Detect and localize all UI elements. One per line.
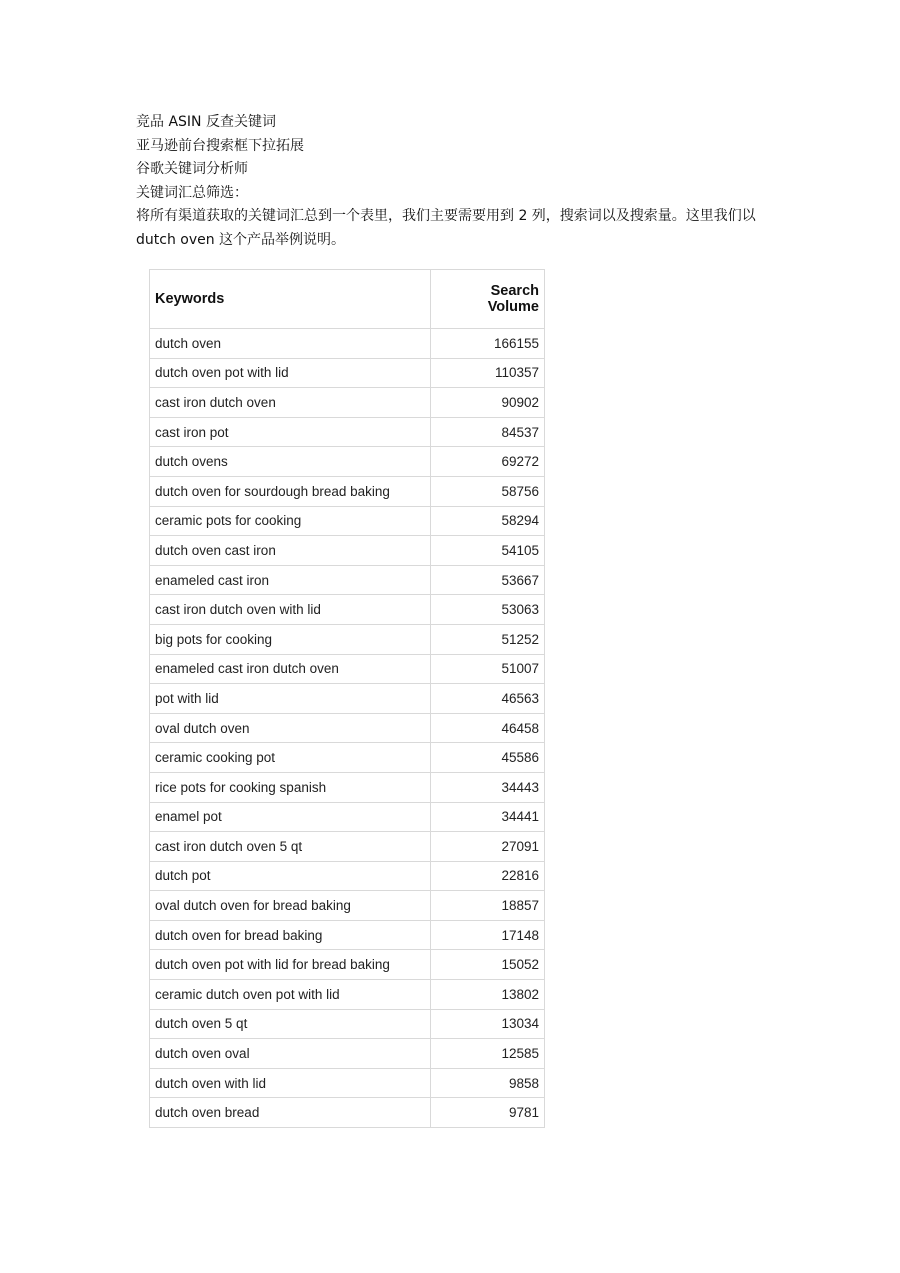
search-volume-cell: 34443 [431, 772, 545, 802]
search-volume-cell: 34441 [431, 802, 545, 832]
search-volume-cell: 58294 [431, 506, 545, 536]
search-volume-cell: 58756 [431, 476, 545, 506]
keyword-cell: rice pots for cooking spanish [150, 772, 431, 802]
table-row [150, 802, 545, 832]
table-row [150, 832, 545, 862]
keyword-cell: dutch oven with lid [150, 1068, 431, 1098]
keyword-cell: ceramic pots for cooking [150, 506, 431, 536]
line-amazon-search-dropdown: 亚马逊前台搜索框下拉拓展 [136, 137, 304, 154]
table-row [150, 713, 545, 743]
line-description-paragraph: 将所有渠道获取的关键词汇总到一个表里，我们主要需要用到 2 列，搜索词以及搜索量。这里我们以 dutch oven 这个产品举例说明。 [136, 208, 756, 248]
search-volume-cell: 18857 [431, 891, 545, 921]
search-volume-cell: 13802 [431, 980, 545, 1010]
table-row [150, 595, 545, 625]
keyword-cell: oval dutch oven [150, 713, 431, 743]
search-volume-cell: 17148 [431, 920, 545, 950]
search-volume-cell: 51252 [431, 624, 545, 654]
search-volume-cell: 90902 [431, 388, 545, 418]
search-volume-cell: 110357 [431, 358, 545, 388]
search-volume-cell: 13034 [431, 1009, 545, 1039]
table-row [150, 1009, 545, 1039]
keyword-cell: cast iron pot [150, 417, 431, 447]
keyword-cell: dutch oven [150, 329, 431, 359]
keyword-table-container [149, 269, 545, 1128]
table-row [150, 1068, 545, 1098]
keyword-cell: dutch oven 5 qt [150, 1009, 431, 1039]
keyword-table [149, 269, 545, 1128]
keyword-cell: dutch oven for sourdough bread baking [150, 476, 431, 506]
search-volume-cell: 27091 [431, 832, 545, 862]
search-volume-cell: 12585 [431, 1039, 545, 1069]
keyword-cell: dutch oven pot with lid for bread baking [150, 950, 431, 980]
search-volume-cell: 53063 [431, 595, 545, 625]
table-row [150, 743, 545, 773]
table-row [150, 1098, 545, 1128]
header-search-volume: Search Volume [431, 270, 545, 329]
keyword-cell: pot with lid [150, 684, 431, 714]
header-keywords: Keywords [150, 270, 431, 329]
line-google-keyword-planner: 谷歌关键词分析师 [136, 161, 248, 177]
table-row [150, 476, 545, 506]
line-competitor-asin: 竞品 ASIN 反查关键词 [136, 114, 276, 130]
keyword-cell: dutch oven pot with lid [150, 358, 431, 388]
line-keyword-summary-filter: 关键词汇总筛选： [136, 184, 248, 201]
table-header-row [150, 270, 545, 329]
keyword-cell: dutch ovens [150, 447, 431, 477]
table-row [150, 772, 545, 802]
table-row [150, 654, 545, 684]
table-row [150, 684, 545, 714]
table-row [150, 329, 545, 359]
keyword-cell: cast iron dutch oven with lid [150, 595, 431, 625]
keyword-cell: dutch oven oval [150, 1039, 431, 1069]
table-row [150, 861, 545, 891]
keyword-cell: cast iron dutch oven 5 qt [150, 832, 431, 862]
search-volume-cell: 46458 [431, 713, 545, 743]
keyword-cell: dutch oven bread [150, 1098, 431, 1128]
table-row [150, 980, 545, 1010]
search-volume-cell: 22816 [431, 861, 545, 891]
keyword-cell: dutch oven for bread baking [150, 920, 431, 950]
search-volume-cell: 69272 [431, 447, 545, 477]
search-volume-cell: 54105 [431, 536, 545, 566]
search-volume-cell: 9858 [431, 1068, 545, 1098]
table-row [150, 417, 545, 447]
table-row [150, 358, 545, 388]
keyword-cell: enamel pot [150, 802, 431, 832]
search-volume-cell: 45586 [431, 743, 545, 773]
table-row [150, 920, 545, 950]
table-row [150, 388, 545, 418]
search-volume-cell: 15052 [431, 950, 545, 980]
keyword-cell: cast iron dutch oven [150, 388, 431, 418]
search-volume-cell: 166155 [431, 329, 545, 359]
table-row [150, 447, 545, 477]
keyword-cell: big pots for cooking [150, 624, 431, 654]
keyword-cell: enameled cast iron dutch oven [150, 654, 431, 684]
keyword-cell: dutch oven cast iron [150, 536, 431, 566]
keyword-table-body [150, 329, 545, 1128]
table-row [150, 1039, 545, 1069]
document-text [136, 111, 776, 252]
search-volume-cell: 53667 [431, 565, 545, 595]
search-volume-cell: 84537 [431, 417, 545, 447]
search-volume-cell: 9781 [431, 1098, 545, 1128]
table-row [150, 565, 545, 595]
keyword-cell: ceramic cooking pot [150, 743, 431, 773]
table-row [150, 891, 545, 921]
table-row [150, 950, 545, 980]
keyword-cell: ceramic dutch oven pot with lid [150, 980, 431, 1010]
search-volume-cell: 51007 [431, 654, 545, 684]
keyword-cell: enameled cast iron [150, 565, 431, 595]
keyword-cell: oval dutch oven for bread baking [150, 891, 431, 921]
table-row [150, 506, 545, 536]
table-row [150, 624, 545, 654]
table-row [150, 536, 545, 566]
keyword-cell: dutch pot [150, 861, 431, 891]
search-volume-cell: 46563 [431, 684, 545, 714]
